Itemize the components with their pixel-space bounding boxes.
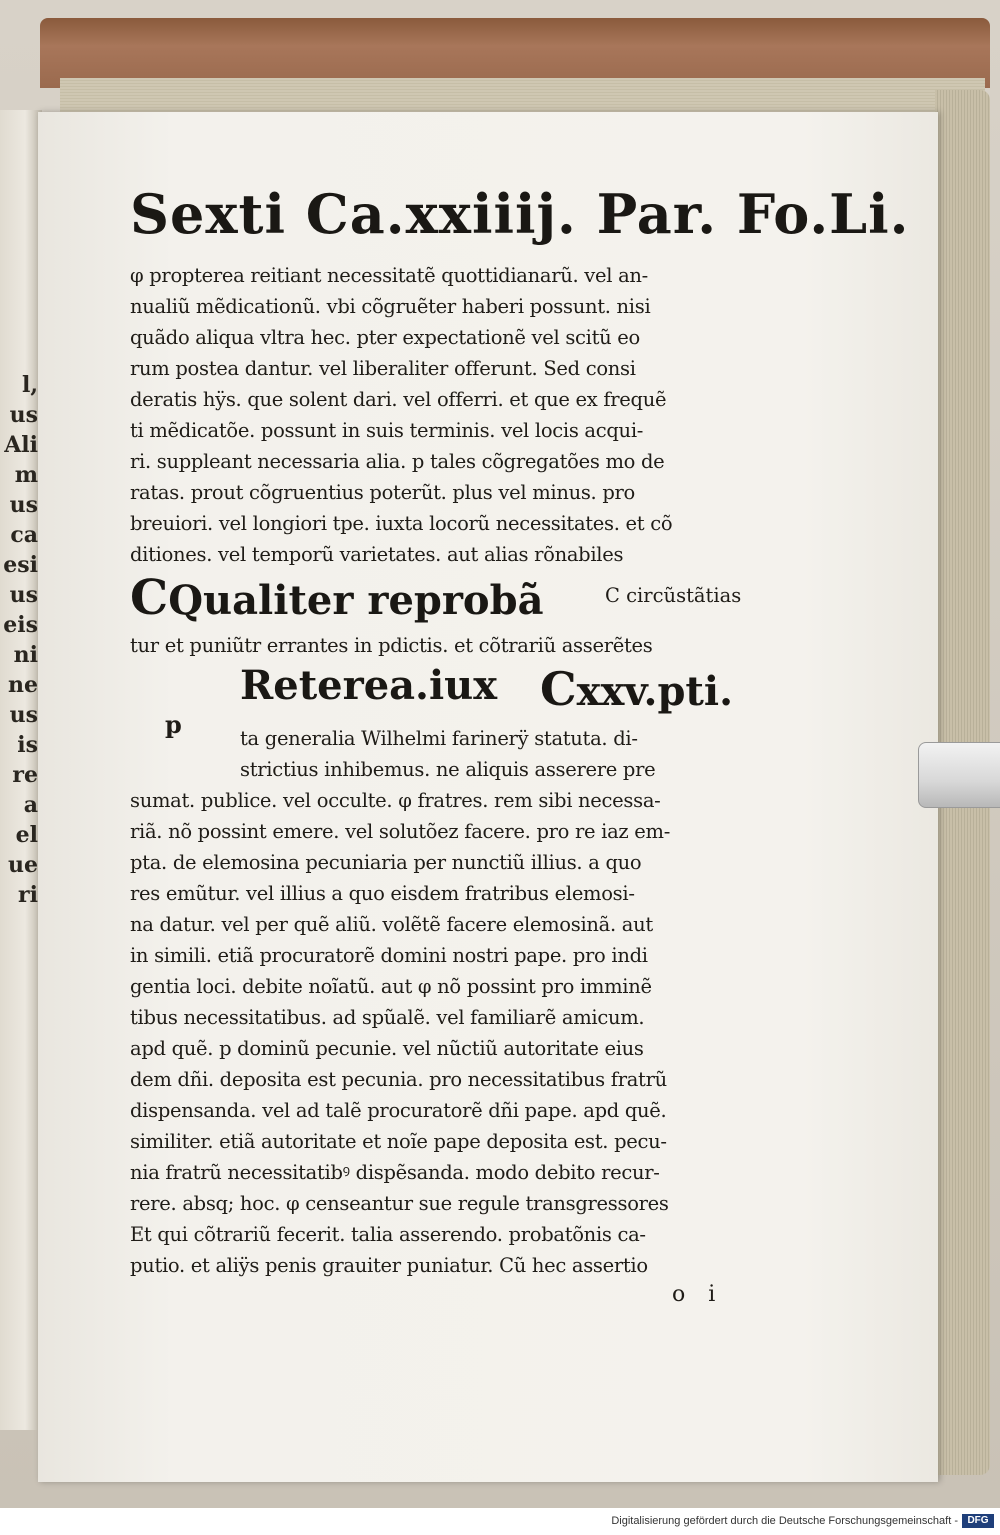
left-margin-text <box>2 370 38 910</box>
rubric-side-text: C circũstãtias <box>605 584 742 607</box>
paragraph-2 <box>130 785 778 1281</box>
subheading-right-text: xxv.pti. <box>576 668 734 715</box>
subheading-initial: C <box>540 662 577 716</box>
left-margin-fragment: us <box>9 492 38 518</box>
left-margin-fragment: ri <box>18 882 38 908</box>
text-line: ti mẽdicatõe. possunt in suis terminis. vel locis acqui- <box>130 419 644 442</box>
rubric-heading <box>130 570 780 630</box>
left-margin-fragment: ca <box>10 522 38 548</box>
text-line: nia fratrũ necessitatibꝰ dispẽsanda. modo debito recur- <box>130 1161 660 1184</box>
text-line: in simili. etiã procuratorẽ domini nostri pape. pro indi <box>130 944 648 967</box>
text-line: na datur. vel per quẽ aliũ. volẽtẽ facere elemosinã. aut <box>130 913 653 936</box>
left-margin-fragment: ni <box>13 642 38 668</box>
text-line: ratas. prout cõgruentius poterũt. plus vel minus. pro <box>130 481 635 504</box>
text-line: deratis hÿs. que solent dari. vel offerri. et que ex frequẽ <box>130 388 667 411</box>
text-line: putio. et aliÿs penis grauiter puniatur. Cũ hec assertio <box>130 1254 648 1277</box>
subheading-right <box>540 662 733 716</box>
text-line: tibus necessitatibus. ad spũalẽ. vel familiarẽ amicum. <box>130 1006 645 1029</box>
text-line: gentia loci. debite noĩatũ. aut φ nõ possint pro imminẽ <box>130 975 652 998</box>
rubric-text: Qualiter reprobã <box>168 577 544 624</box>
left-margin-fragment: eis <box>3 612 38 638</box>
text-line: ditiones. vel temporũ varietates. aut alias rõnabiles <box>130 543 624 566</box>
left-margin-fragment: is <box>17 732 38 758</box>
text-line: quãdo aliqua vltra hec. pter expectationẽ vel scitũ eo <box>130 326 640 349</box>
rubric-initial: C <box>130 570 169 626</box>
text-line: ri. suppleant necessaria alia. p tales cõgregatões mo de <box>130 450 665 473</box>
text-line: riã. nõ possint emere. vel solutõez facere. pro re iaz em- <box>130 820 671 843</box>
subheading-left: Reterea.iux <box>240 662 498 709</box>
drop-cap-guide-letter: p <box>165 710 182 739</box>
left-margin-fragment: us <box>9 582 38 608</box>
left-margin-fragment: esi <box>3 552 38 578</box>
page-heading: Sexti Ca.xxiiij. Par. Fo.Li. <box>130 182 910 246</box>
left-margin-fragment: m <box>14 462 38 488</box>
dfg-logo: DFG <box>962 1514 994 1528</box>
left-margin-fragment: Ali <box>4 432 38 458</box>
text-line: rere. absq; hoc. φ censeantur sue regule transgressores <box>130 1192 669 1215</box>
left-margin-fragment: us <box>9 702 38 728</box>
left-margin-fragment: l, <box>21 372 38 398</box>
left-margin-fragment: el <box>15 822 38 848</box>
text-line: rum postea dantur. vel liberaliter offerunt. Sed consi <box>130 357 636 380</box>
section-subheading <box>240 662 780 718</box>
text-line: strictius inhibemus. ne aliquis asserere pre <box>240 758 656 781</box>
text-line: φ propterea reitiant necessitatẽ quottidianarũ. vel an- <box>130 264 648 287</box>
text-line: sumat. publice. vel occulte. φ fratres. rem sibi necessa- <box>130 789 661 812</box>
text-line: apd quẽ. p dominũ pecunie. vel nũctiũ autoritate eius <box>130 1037 644 1060</box>
left-margin-fragment: ue <box>8 852 38 878</box>
text-line: pta. de elemosina pecuniaria per nunctiũ illius. a quo <box>130 851 642 874</box>
paragraph-2-indented <box>240 723 780 785</box>
text-line: res emũtur. vel illius a quo eisdem fratribus elemosi- <box>130 882 635 905</box>
text-line: ta generalia Wilhelmi farinerÿ statuta. di- <box>240 727 638 750</box>
paragraph-1 <box>130 260 778 570</box>
text-line: dem dñi. deposita est pecunia. pro necessitatibus fratrũ <box>130 1068 667 1091</box>
bookmark-clip <box>918 742 1000 808</box>
left-page-edge <box>0 110 42 1430</box>
left-margin-fragment: us <box>9 402 38 428</box>
funding-credit: Digitalisierung gefördert durch die Deutsche Forschungsgemeinschaft - <box>611 1515 958 1527</box>
footer-bar <box>0 1508 1000 1535</box>
left-margin-fragment: ne <box>8 672 38 698</box>
signature-mark: o i <box>672 1282 724 1307</box>
text-line: dispensanda. vel ad talẽ procuratorẽ dñi pape. apd quẽ. <box>130 1099 667 1122</box>
left-margin-fragment: re <box>12 762 38 788</box>
text-line: breuiori. vel longiori tpe. iuxta locorũ necessitates. et cõ <box>130 512 673 535</box>
rubric-title <box>130 570 544 626</box>
text-line: nualiũ mẽdicationũ. vbi cõgruẽter haberi possunt. nisi <box>130 295 651 318</box>
text-line: Et qui cõtrariũ fecerit. talia asserendo. probatõnis ca- <box>130 1223 646 1246</box>
left-margin-fragment: a <box>23 792 38 818</box>
rubric-continuation <box>130 630 778 661</box>
text-line: tur et puniũtr errantes in pdictis. et cõtrariũ asserẽtes <box>130 634 653 657</box>
text-line: similiter. etiã autoritate et noĩe pape deposita est. pecu- <box>130 1130 667 1153</box>
